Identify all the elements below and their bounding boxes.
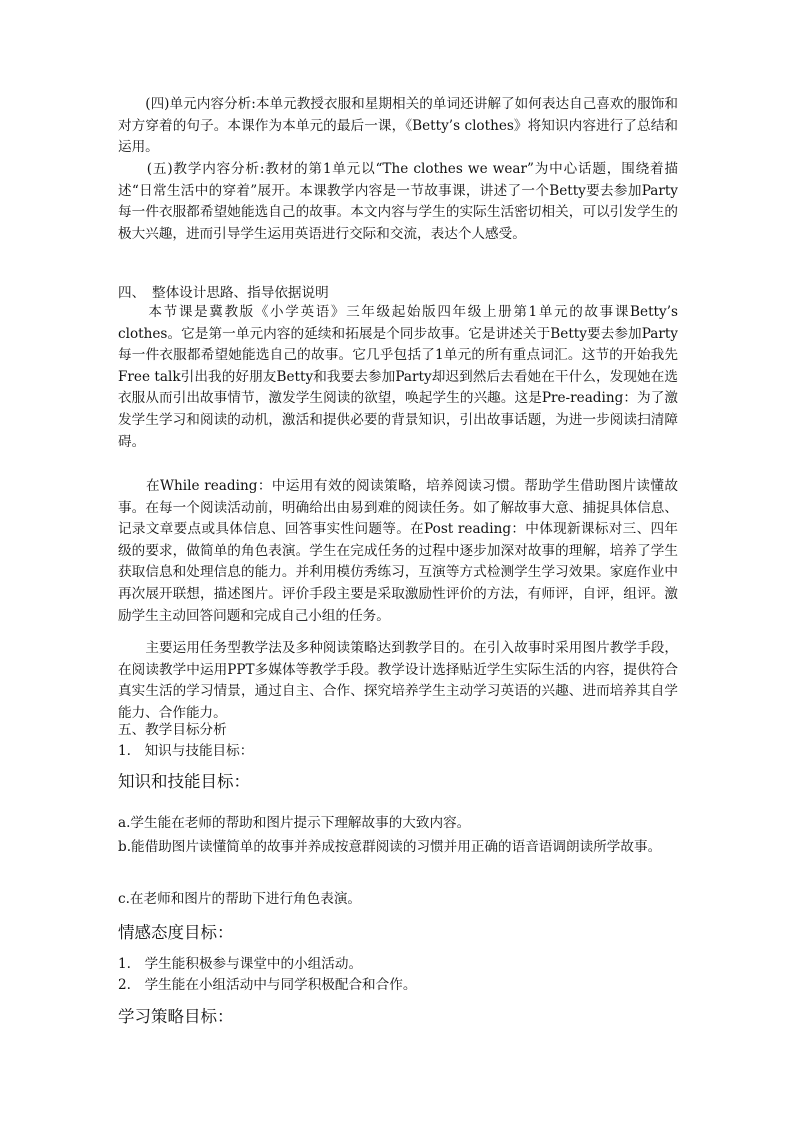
goal-b: b.能借助图片读懂简单的故事并养成按意群阅读的习惯并用正确的语音语调朗读所学故事。 bbox=[118, 839, 662, 855]
heading-emotion-attitude: 情感态度目标： bbox=[118, 923, 234, 942]
section-5-item-1: 1. 知识与技能目标： bbox=[118, 743, 254, 759]
heading-knowledge-skills: 知识和技能目标： bbox=[118, 772, 250, 791]
emotion-goal-1: 1. 学生能积极参与课堂中的小组活动。 bbox=[118, 956, 363, 972]
goal-c: c.在老师和图片的帮助下进行角色表演。 bbox=[118, 891, 362, 907]
section-5-title: 五、教学目标分析 bbox=[118, 722, 227, 738]
goal-a: a.学生能在老师的帮助和图片提示下理解故事的大致内容。 bbox=[118, 815, 471, 831]
emotion-goal-2: 2. 学生能在小组活动中与同学积极配合和合作。 bbox=[118, 977, 417, 993]
heading-learning-strategy: 学习策略目标： bbox=[118, 1007, 234, 1026]
section-4-paragraph-1: 本节课是冀教版《小学英语》三年级起始版四年级上册第1单元的故事课Betty’s clothes。它是第一单元内容的延续和拓展是个同步故事。它是讲述关于Betty要去参加Party每一件衣服都希望她能选自己的故事。它几乎包括了1单元的所有重点词汇。这节的开始我先Free talk引出我的好朋友Betty和我要去参加Party却迟到然后去看她在干什么，发现她在选衣服从而引出故事情节，激发学生阅读的欲望，唤起学生的兴趣。这是Pre-reading：为了激发学生学习和阅读的动机，激活和提供必要的背景知识，引出故事话题，为进一步阅读扫清障碍。 bbox=[118, 304, 678, 450]
paragraph-content-analysis: (五)教学内容分析:教材的第1单元以“The clothes we wear”为中心话题，围绕着描述“日常生活中的穿着”展开。本课教学内容是一节故事课，讲述了一个Betty要去参加Party每一件衣服都希望她能选自己的故事。本文内容与学生的实际生活密切相关，可以引发学生的极大兴趣，进而引导学生运用英语进行交际和交流，表达个人感受。 bbox=[118, 161, 678, 242]
section-4-paragraph-2: 在While reading：中运用有效的阅读策略，培养阅读习惯。帮助学生借助图片读懂故事。在每一个阅读活动前，明确给出由易到难的阅读任务。如了解故事大意、捕捉具体信息、记录文章要点或具体信息、回答事实性问题等。在Post reading：中体现新课标对三、四年级的要求，做简单的角色表演。学生在完成任务的过程中逐步加深对故事的理解，培养了学生获取信息和处理信息的能力。并利用模仿秀练习，互演等方式检测学生学习效果。家庭作业中再次展开联想，描述图片。评价手段主要是采取激励性评价的方法，有师评，自评，组评。激励学生主动回答问题和完成自己小组的任务。 bbox=[118, 478, 678, 624]
paragraph-unit-analysis: (四)单元内容分析:本单元教授衣服和星期相关的单词还讲解了如何表达自己喜欢的服饰和对方穿着的句子。本课作为本单元的最后一课，《Betty’s clothes》将知识内容进行了总结和运用。 bbox=[118, 96, 678, 156]
section-4-title: 四、 整体设计思路、指导依据说明 bbox=[118, 285, 329, 301]
section-4-paragraph-3: 主要运用任务型教学法及多种阅读策略达到教学目的。在引入故事时采用图片教学手段，在阅读教学中运用PPT多媒体等教学手段。教学设计选择贴近学生实际生活的内容，提供符合真实生活的学习情景，通过自主、合作、探究培养学生主动学习英语的兴趣、进而培养其自学能力、合作能力。 bbox=[118, 640, 678, 721]
